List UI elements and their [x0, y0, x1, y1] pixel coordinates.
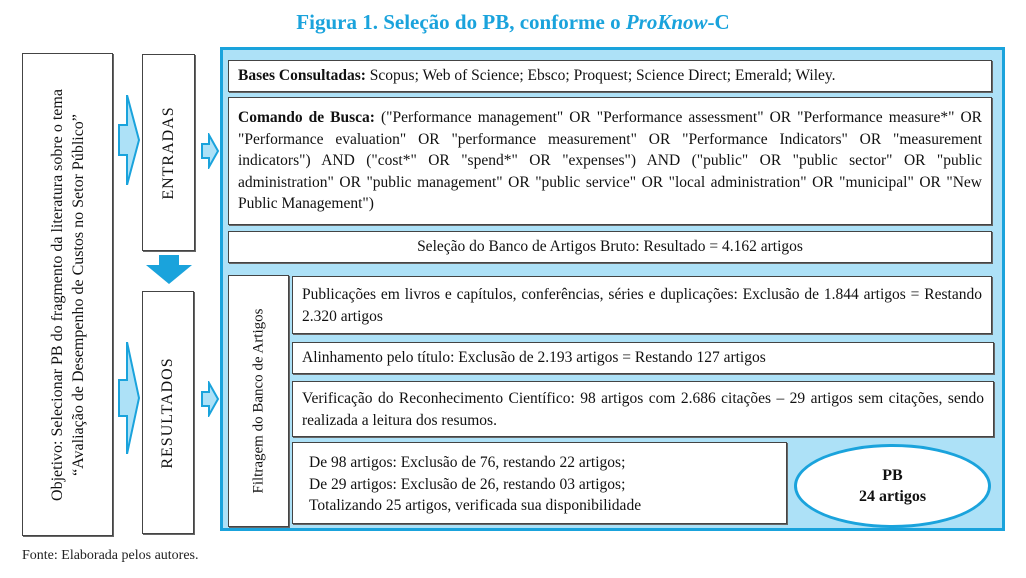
raw-selection-text: Seleção do Banco de Artigos Bruto: Resultado = 4.162 artigos — [417, 238, 803, 255]
filter-step-3 — [292, 381, 994, 437]
search-command-box — [228, 97, 992, 225]
filter-step-3-text: Verificação do Reconhecimento Científico: 98 artigos com 2.686 citações – 29 artigos sem citações, sendo realizada a leitura dos resumos. — [302, 390, 984, 429]
objective-line-1: Objetivo: Selecionar PB do fragmento da literatura sobre o tema — [48, 88, 66, 501]
final-filter-line-2: De 29 artigos: Exclusão de 26, restando 03 artigos; — [309, 475, 626, 493]
final-filter-line-3: Totalizando 25 artigos, verificada sua disponibilidade — [309, 497, 642, 514]
portfolio-title: PB — [882, 467, 903, 484]
portfolio-count: 24 artigos — [858, 488, 927, 505]
portfolio-result-ellipse — [794, 444, 991, 528]
filter-step-1-text: Publicações em livros e capítulos, conferências, séries e duplicações: Exclusão de 1.844 artigos = Restando 2.320 artigos — [302, 286, 982, 325]
objective-box — [22, 53, 113, 536]
filter-step-1 — [292, 276, 992, 334]
figure-source: Fonte: Elaborada pelos autores. — [22, 548, 199, 563]
arrow-right-icon — [200, 381, 220, 417]
stage-inputs-label: ENTRADAS — [159, 105, 177, 200]
final-filter-box — [292, 442, 787, 524]
databases-box — [228, 60, 992, 92]
stage-results-label: RESULTADOS — [159, 356, 176, 469]
arrow-down-icon — [145, 255, 193, 285]
filter-step-2-text: Alinhamento pelo título: Exclusão de 2.193 artigos = Restando 127 artigos — [302, 349, 766, 366]
figure-title-suffix: -C — [707, 10, 730, 34]
databases-value: Scopus; Web of Science; Ebsco; Proquest; Science Direct; Emerald; Wiley. — [365, 67, 836, 84]
raw-selection-box — [228, 231, 992, 263]
objective-line-2: “Avaliação de Desempenho de Custos no Setor Público” — [69, 113, 87, 476]
arrow-right-icon — [115, 342, 141, 454]
databases-label: Bases Consultadas: — [238, 67, 366, 84]
figure-title-italic: ProKnow — [625, 10, 708, 34]
filtering-label-box — [228, 275, 289, 527]
arrow-right-icon — [115, 95, 141, 185]
final-filter-line-1: De 98 artigos: Exclusão de 76, restando 22 artigos; — [309, 454, 626, 471]
objective-text — [47, 89, 89, 501]
figure-title — [0, 10, 1026, 35]
stage-inputs-box — [142, 54, 195, 251]
arrow-right-icon — [200, 133, 220, 169]
figure-title-text: Figura 1. Seleção do PB, conforme o — [296, 10, 626, 34]
search-command-value: ("Performance management" OR "Performance assessment" OR "Performance measure*" OR "Performance evaluation" OR "performance measurement" OR "Performance Indicators" OR "measurement indicators") AND ("cost*" OR "spend*" OR "expenses") AND ("public" OR "public sector" OR "public administration" OR "public management" OR "public service" OR "local administration" OR "municipal" OR "New Public Management") — [238, 109, 982, 212]
stage-results-box — [142, 291, 194, 534]
filtering-label: Filtragem do Banco de Artigos — [250, 308, 266, 494]
search-command-label: Comando de Busca: — [238, 109, 375, 126]
filter-step-2 — [292, 342, 994, 374]
